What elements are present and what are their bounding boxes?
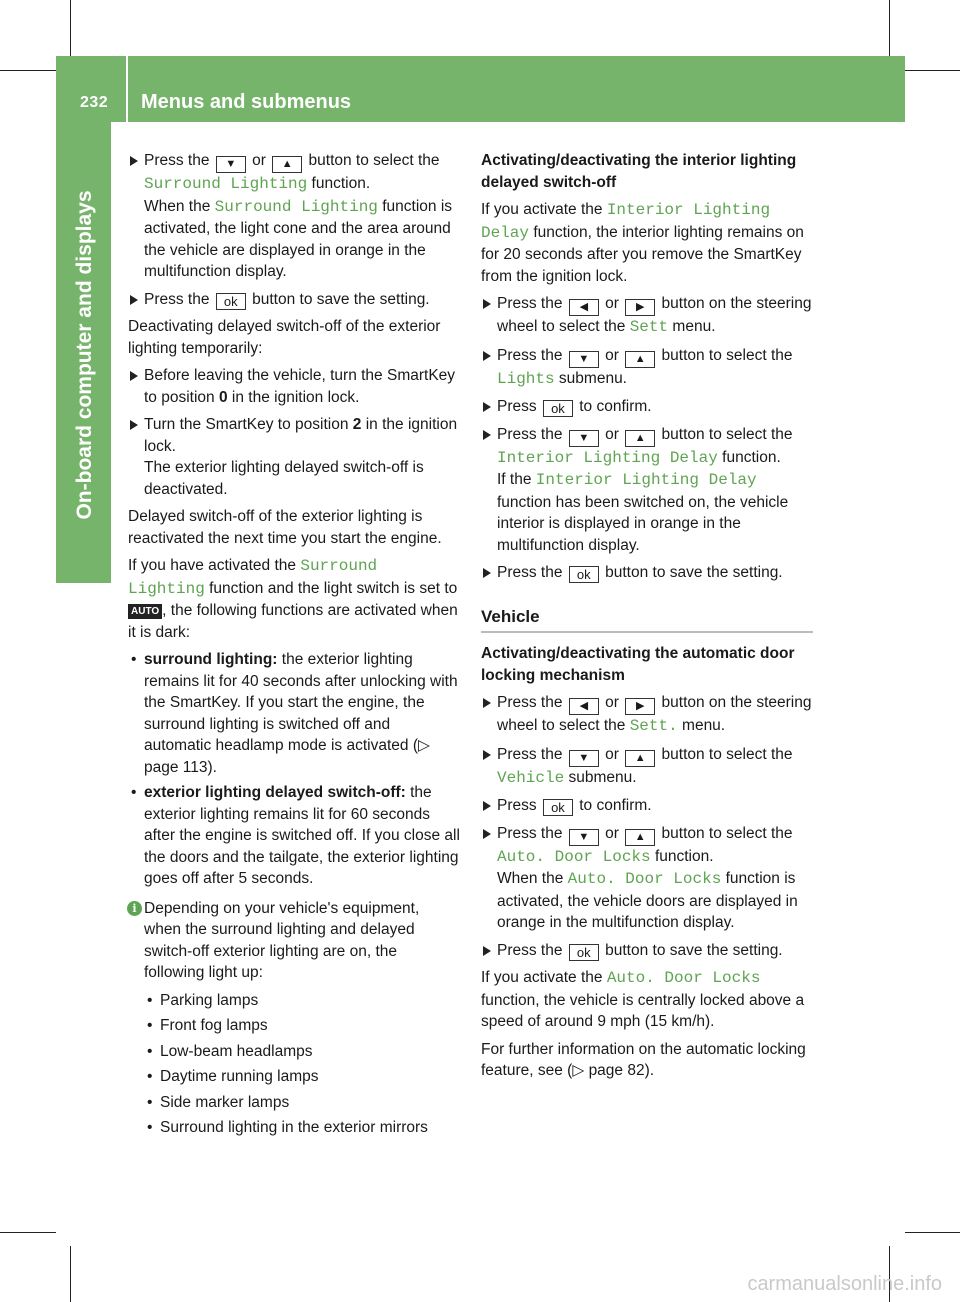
display-text: Auto. Door Locks [497,847,651,866]
list-item: Press the ◀ or ▶ button on the steering wheel to select the Sett menu. [481,293,813,339]
paragraph: If you activate the Interior Lighting Delay function, the interior lighting remains on for 20 seconds after you remove the SmartKey from the ignition lock. [481,201,804,285]
up-arrow-key-icon: ▲ [625,430,655,447]
down-arrow-key-icon: ▼ [216,156,246,173]
crop-mark [905,70,960,71]
up-arrow-key-icon: ▲ [625,351,655,368]
ok-key-icon: ok [543,799,573,816]
page-ref-arrow-icon: ▷ [572,1062,585,1079]
display-text: Interior Lighting Delay [497,448,718,467]
crop-mark [70,1246,71,1302]
list-item: Press ok to confirm. [481,795,813,817]
list-item: Press the ok button to save the setting. [481,562,813,584]
ok-key-icon: ok [216,293,246,310]
side-tab-label: On-board computer and displays [73,190,96,520]
up-arrow-key-icon: ▲ [625,829,655,846]
right-arrow-key-icon: ▶ [625,698,655,715]
paragraph: For further information on the automatic locking feature, see (▷ page 82). [481,1040,806,1079]
ok-key-icon: ok [569,944,599,961]
page-number: 232 [80,94,109,111]
list-item: • Front fog lamps [144,1015,460,1037]
list-item: • Daytime running lamps [144,1066,460,1088]
step-turn-key-0: Before leaving the vehicle, turn the SmartKey to position 0 in the ignition lock. [128,365,460,408]
paragraph: Delayed switch-off of the exterior lighting is reactivated the next time you start the engine. [128,508,442,547]
paragraph: Deactivating delayed switch-off of the exterior lighting temporarily: [128,318,441,357]
left-arrow-key-icon: ◀ [569,698,599,715]
list-item: • exterior lighting delayed switch-off: the exterior lighting remains lit for 60 seconds after the engine is switched off. If you close all the doors and the tailgate, the exterior lighting goes off after 5 seconds. [128,782,460,890]
info-icon: i [127,901,142,916]
left-column [128,150,460,1145]
down-arrow-key-icon: ▼ [569,351,599,368]
subsection-heading: Activating/deactivating the interior lighting delayed switch-off [481,152,797,191]
list-item: Press the ▼ or ▲ button to select the Interior Lighting Delay function. If the Interior Lighting Delay function has been switched on, the vehicle interior is displayed in orange in the multifunction display. [481,424,813,557]
display-text: Auto. Door Locks [567,870,722,888]
list-item: • Surround lighting in the exterior mirrors [144,1117,460,1139]
crop-mark [889,0,890,56]
list-item: Press the ok button to save the setting. [481,940,813,962]
step-turn-key-2: Turn the SmartKey to position 2 in the ignition lock. The exterior lighting delayed switch-off is deactivated. [128,414,460,500]
list-item: Press the ◀ or ▶ button on the steering wheel to select the Sett. menu. [481,692,813,738]
page-ref-arrow-icon: ▷ [418,737,430,754]
crop-mark [70,0,71,56]
right-arrow-key-icon: ▶ [625,299,655,316]
display-text: Surround Lighting [214,197,378,216]
list-item: • Low-beam headlamps [144,1041,460,1063]
ok-key-icon: ok [569,566,599,583]
list-item: Press the ▼ or ▲ button to select the Vehicle submenu. [481,744,813,790]
page-header [56,56,905,122]
list-item: Press the ▼ or ▲ button to select the Auto. Door Locks function. When the Auto. Door Locks function is activated, the vehicle doors are displayed in orange in the multifunction display. [481,823,813,934]
paragraph: If you activate the Auto. Door Locks function, the vehicle is centrally locked above a speed of around 9 mph (15 km/h). [481,969,805,1030]
list-item: Press ok to confirm. [481,396,813,418]
auto-light-switch-icon: AUTO [128,604,162,619]
display-text: Sett. [629,717,678,735]
up-arrow-key-icon: ▲ [625,750,655,767]
list-item: • Parking lamps [144,990,460,1012]
crop-mark [0,70,56,71]
section-heading: Vehicle [481,606,813,634]
down-arrow-key-icon: ▼ [569,829,599,846]
watermark: carmanualsonline.info [747,1273,942,1295]
down-arrow-key-icon: ▼ [569,750,599,767]
display-text: Surround Lighting [144,175,308,193]
crop-mark [905,1232,960,1233]
display-text: Sett [629,318,669,336]
paragraph: If you have activated the Surround Lighting function and the light switch is set to AUTO , the following functions are activated when it is dark: [128,557,458,641]
info-note: i Depending on your vehicle's equipment, when the surround lighting and delayed switch-off exterior lighting are on, the following light up: • Parking lamps • Front fog lamps • Low-beam headlamps • Daytime running lamps • Side marker lamps • Surround lighting in the exterior mirrors [128,898,460,1139]
step-save-setting: Press the ok button to save the setting. [128,289,460,311]
step-select-surround: Press the ▼ or ▲ button to select the Surround Lighting function. When the Surround Lighting function is activated, the light cone and the area around the vehicle are displayed in orange in the multifunction display. [128,150,460,283]
ok-key-icon: ok [543,400,573,417]
page-title: Menus and submenus [141,91,352,113]
up-arrow-key-icon: ▲ [272,156,302,173]
right-column [481,150,813,1088]
header-divider [126,56,128,122]
display-text: Surround Lighting [128,557,378,598]
left-arrow-key-icon: ◀ [569,299,599,316]
list-item: • Side marker lamps [144,1092,460,1114]
display-text: Lights [497,369,555,388]
display-text: Vehicle [497,768,565,787]
crop-mark [0,1232,56,1233]
subsection-heading: Activating/deactivating the automatic door locking mechanism [481,645,795,684]
down-arrow-key-icon: ▼ [569,430,599,447]
display-text: Auto. Door Locks [606,969,761,987]
display-text: Interior Lighting Delay [481,201,771,242]
list-item: Press the ▼ or ▲ button to select the Lights submenu. [481,345,813,391]
list-item: • surround lighting: the exterior lighting remains lit for 40 seconds after unlocking with the SmartKey. If you start the engine, the surround lighting is switched off and automatic headlamp mode is activated (▷ page 113). [128,649,460,778]
display-text: Interior Lighting Delay [535,471,757,489]
